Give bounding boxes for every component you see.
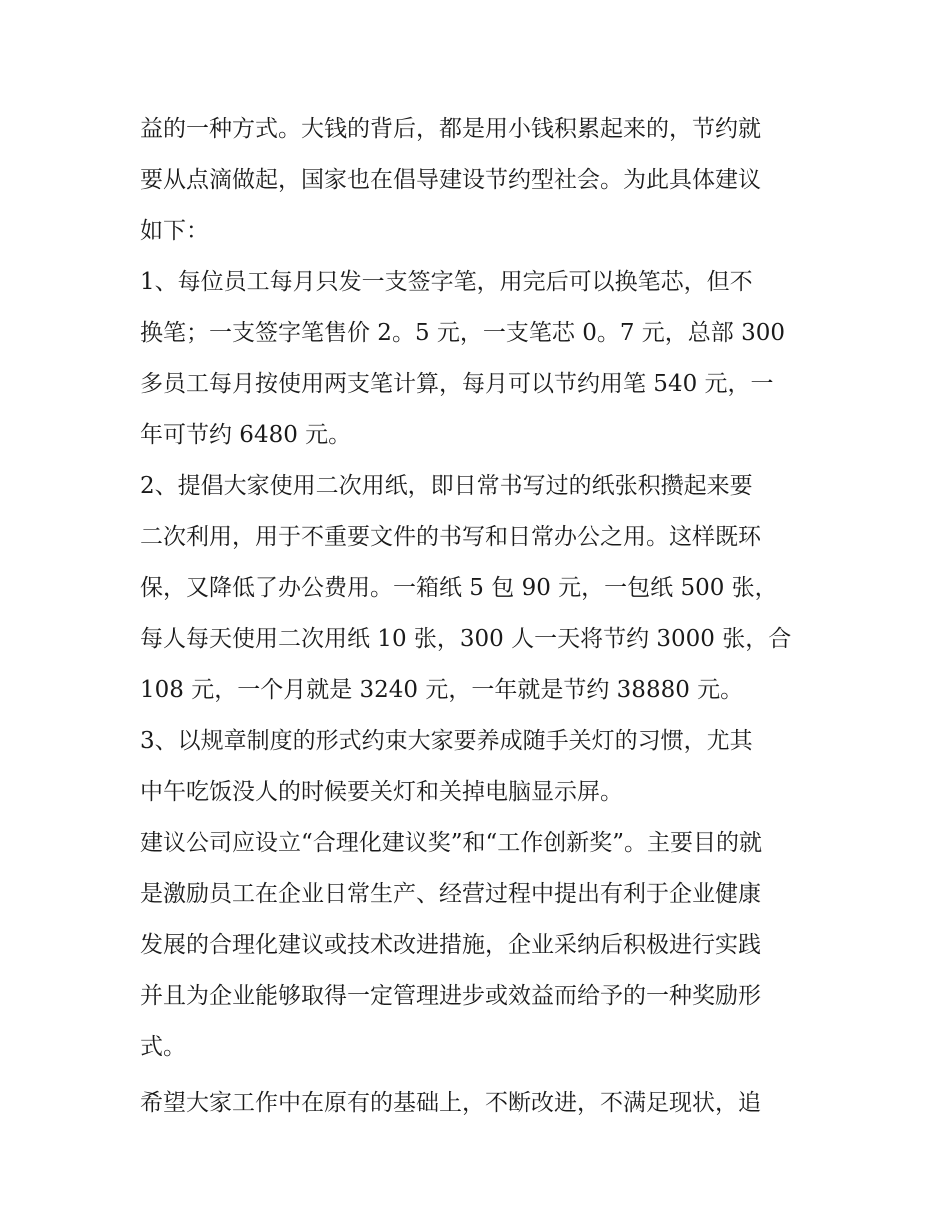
text-line: 每人每天使用二次用纸 10 张，300 人一天将节约 3000 张，合 — [140, 626, 792, 652]
list-item-3-line: 3、以规章制度的形式约束大家要养成随手关灯的习惯，尤其 — [140, 728, 753, 754]
text-line: 中午吃饭没人的时候要关灯和关掉电脑显示屏。 — [140, 779, 623, 805]
text-line: 益的一种方式。大钱的背后，都是用小钱积累起来的，节约就 — [140, 116, 761, 142]
text-line: 并且为企业能够取得一定管理进步或效益而给予的一种奖励形 — [140, 983, 761, 1009]
list-item-1-line: 1、每位员工每月只发一支签字笔，用完后可以换笔芯，但不 — [140, 269, 753, 295]
text-line: 年可节约 6480 元。 — [140, 422, 352, 448]
text-line: 108 元，一个月就是 3240 元，一年就是节约 38880 元。 — [140, 677, 744, 703]
paragraph-line: 建议公司应设立“合理化建议奖”和“工作创新奖”。主要目的就 — [140, 830, 763, 856]
list-item-2-line: 2、提倡大家使用二次用纸，即日常书写过的纸张积攒起来要 — [140, 473, 753, 499]
text-line: 二次利用，用于不重要文件的书写和日常办公之用。这样既环 — [140, 524, 761, 550]
text-line: 保，又降低了办公费用。一箱纸 5 包 90 元，一包纸 500 张， — [140, 575, 778, 601]
paragraph-line: 希望大家工作中在原有的基础上，不断改进，不满足现状，追 — [140, 1090, 761, 1116]
text-line: 换笔；一支签字笔售价 2。5 元，一支笔芯 0。7 元，总部 300 — [140, 320, 785, 346]
text-line: 是激励员工在企业日常生产、经营过程中提出有利于企业健康 — [140, 881, 761, 907]
text-line: 要从点滴做起，国家也在倡导建设节约型社会。为此具体建议 — [140, 167, 761, 193]
text-line: 如下： — [140, 218, 209, 244]
text-line: 发展的合理化建议或技术改进措施，企业采纳后积极进行实践 — [140, 932, 761, 958]
text-line: 式。 — [140, 1034, 186, 1060]
document-body — [140, 104, 820, 1129]
text-line: 多员工每月按使用两支笔计算，每月可以节约用笔 540 元，一 — [140, 371, 774, 397]
